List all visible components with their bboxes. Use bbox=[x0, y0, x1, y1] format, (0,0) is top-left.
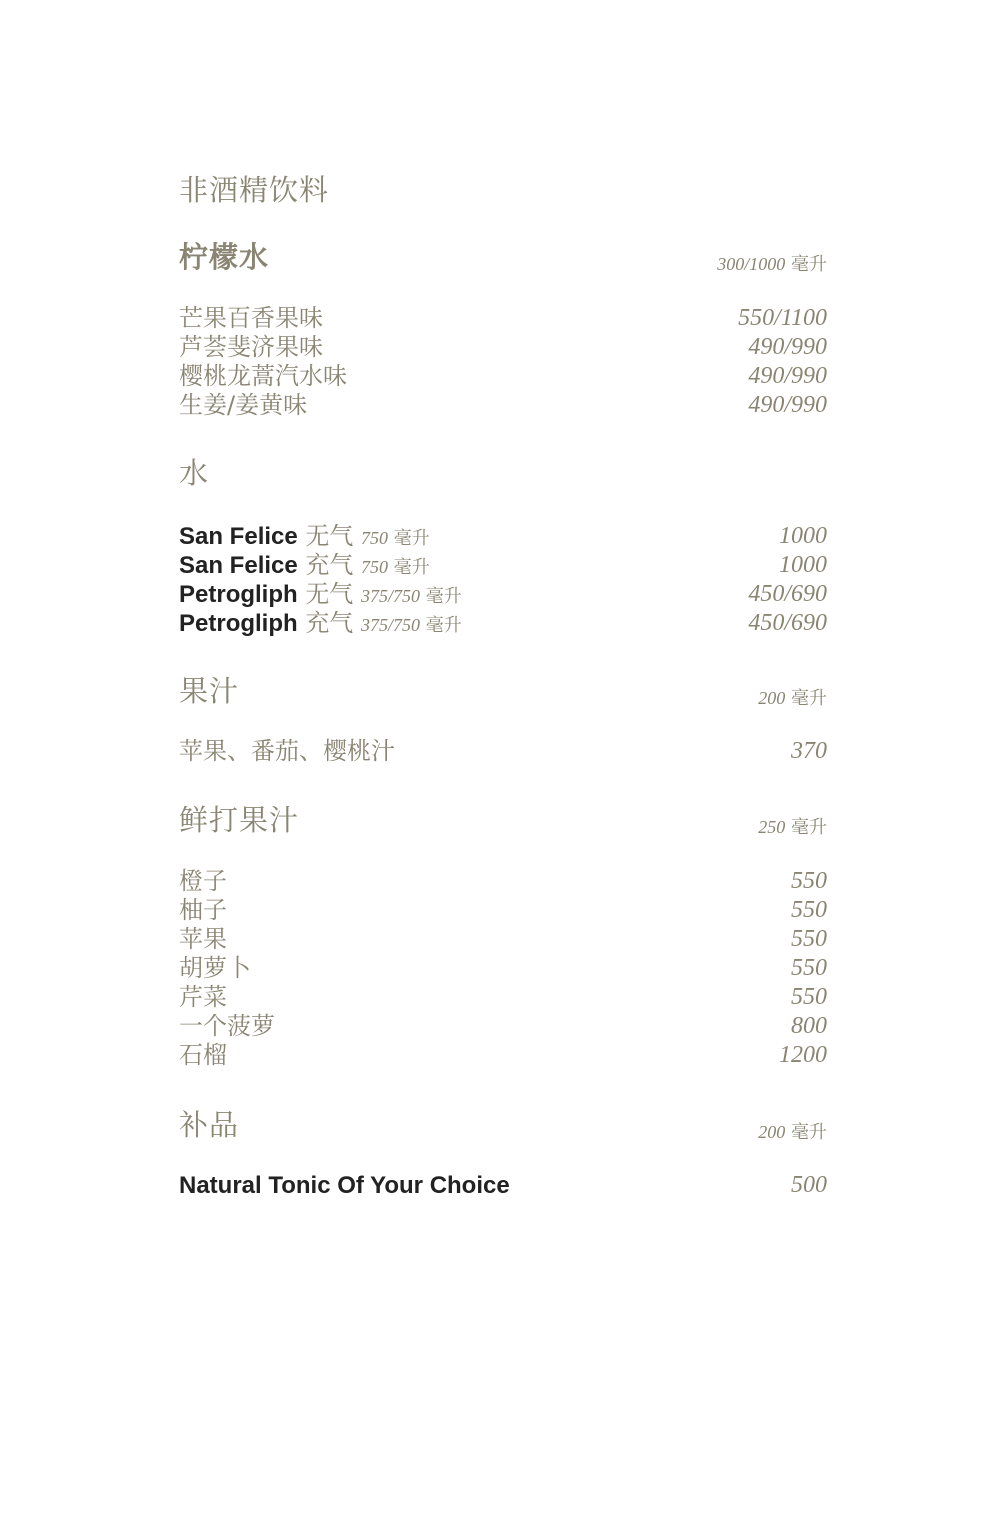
item-price: 1200 bbox=[779, 1042, 827, 1068]
item-price: 450/690 bbox=[748, 610, 827, 636]
section-header-supplement bbox=[179, 1108, 827, 1148]
item-name bbox=[179, 609, 462, 640]
item-name: 芦荟斐济果味 bbox=[179, 333, 323, 361]
item-brand: San Felice bbox=[179, 552, 298, 579]
item-price: 1000 bbox=[779, 523, 827, 549]
item-brand: Petrogliph bbox=[179, 610, 298, 637]
section-volume-lemonade: 300/1000 毫升 bbox=[717, 254, 827, 275]
menu-item bbox=[179, 304, 827, 333]
section-title-lemonade: 柠檬水 bbox=[179, 240, 270, 274]
item-name: 柚子 bbox=[179, 896, 227, 924]
item-name: 石榴 bbox=[179, 1041, 227, 1069]
item-name: 橙子 bbox=[179, 867, 227, 895]
section-volume-supplement: 200 毫升 bbox=[758, 1122, 827, 1143]
item-name: Natural Tonic Of Your Choice bbox=[179, 1172, 510, 1199]
lemonade-list bbox=[179, 304, 827, 420]
item-price: 550 bbox=[791, 955, 827, 981]
item-name: 芒果百香果味 bbox=[179, 304, 323, 332]
supplement-list bbox=[179, 1171, 827, 1200]
menu-item bbox=[179, 522, 827, 551]
menu-item bbox=[179, 333, 827, 362]
item-type: 充气 bbox=[305, 609, 354, 637]
menu-item bbox=[179, 1171, 827, 1200]
item-price: 490/990 bbox=[748, 334, 827, 360]
item-name: 苹果、番茄、樱桃汁 bbox=[179, 737, 395, 765]
menu-item bbox=[179, 362, 827, 391]
item-price: 500 bbox=[791, 1172, 827, 1198]
menu-item bbox=[179, 551, 827, 580]
item-size: 375/750 毫升 bbox=[360, 586, 462, 607]
item-size: 750 毫升 bbox=[361, 557, 430, 578]
item-price: 490/990 bbox=[748, 392, 827, 418]
menu-item bbox=[179, 925, 827, 954]
menu-item bbox=[179, 609, 827, 638]
item-name: 芹菜 bbox=[179, 983, 227, 1011]
item-name bbox=[179, 522, 430, 553]
menu-page bbox=[179, 0, 827, 1536]
juice-list bbox=[179, 737, 827, 766]
item-price: 490/990 bbox=[748, 363, 827, 389]
item-price: 1000 bbox=[779, 552, 827, 578]
item-size: 375/750 毫升 bbox=[360, 615, 462, 636]
item-type: 无气 bbox=[305, 580, 354, 608]
section-header-fresh-juice bbox=[179, 803, 827, 843]
section-volume-fresh-juice: 250 毫升 bbox=[758, 817, 827, 838]
item-price: 370 bbox=[791, 738, 827, 764]
menu-item bbox=[179, 1041, 827, 1070]
item-price: 550/1100 bbox=[738, 305, 827, 331]
menu-item bbox=[179, 737, 827, 766]
item-brand: Petrogliph bbox=[179, 581, 298, 608]
menu-item bbox=[179, 867, 827, 896]
item-brand: San Felice bbox=[179, 523, 298, 550]
item-type: 充气 bbox=[305, 551, 354, 579]
section-title-fresh-juice: 鲜打果汁 bbox=[179, 803, 300, 837]
item-price: 550 bbox=[791, 926, 827, 952]
page-title: 非酒精饮料 bbox=[179, 173, 330, 207]
item-price: 800 bbox=[791, 1013, 827, 1039]
water-list bbox=[179, 522, 827, 638]
menu-item bbox=[179, 391, 827, 420]
item-price: 450/690 bbox=[748, 581, 827, 607]
item-name: 生姜/姜黄味 bbox=[179, 391, 308, 419]
section-title-water: 水 bbox=[179, 456, 210, 490]
item-name: 苹果 bbox=[179, 925, 227, 953]
section-header-juice bbox=[179, 674, 827, 714]
menu-item bbox=[179, 954, 827, 983]
menu-item bbox=[179, 983, 827, 1012]
menu-item bbox=[179, 1012, 827, 1041]
menu-item bbox=[179, 896, 827, 925]
section-header-lemonade bbox=[179, 240, 827, 280]
section-title-supplement: 补品 bbox=[179, 1108, 240, 1142]
section-volume-juice: 200 毫升 bbox=[758, 688, 827, 709]
menu-item bbox=[179, 580, 827, 609]
item-name bbox=[179, 580, 462, 611]
item-name: 胡萝卜 bbox=[179, 954, 251, 982]
fresh-juice-list bbox=[179, 867, 827, 1070]
item-name: 一个菠萝 bbox=[179, 1012, 275, 1040]
item-price: 550 bbox=[791, 984, 827, 1010]
item-price: 550 bbox=[791, 868, 827, 894]
item-name: 樱桃龙蒿汽水味 bbox=[179, 362, 347, 390]
section-header-water bbox=[179, 456, 827, 496]
item-type: 无气 bbox=[305, 522, 354, 550]
item-size: 750 毫升 bbox=[361, 528, 430, 549]
item-price: 550 bbox=[791, 897, 827, 923]
section-title-juice: 果汁 bbox=[179, 674, 240, 708]
item-name bbox=[179, 551, 430, 582]
